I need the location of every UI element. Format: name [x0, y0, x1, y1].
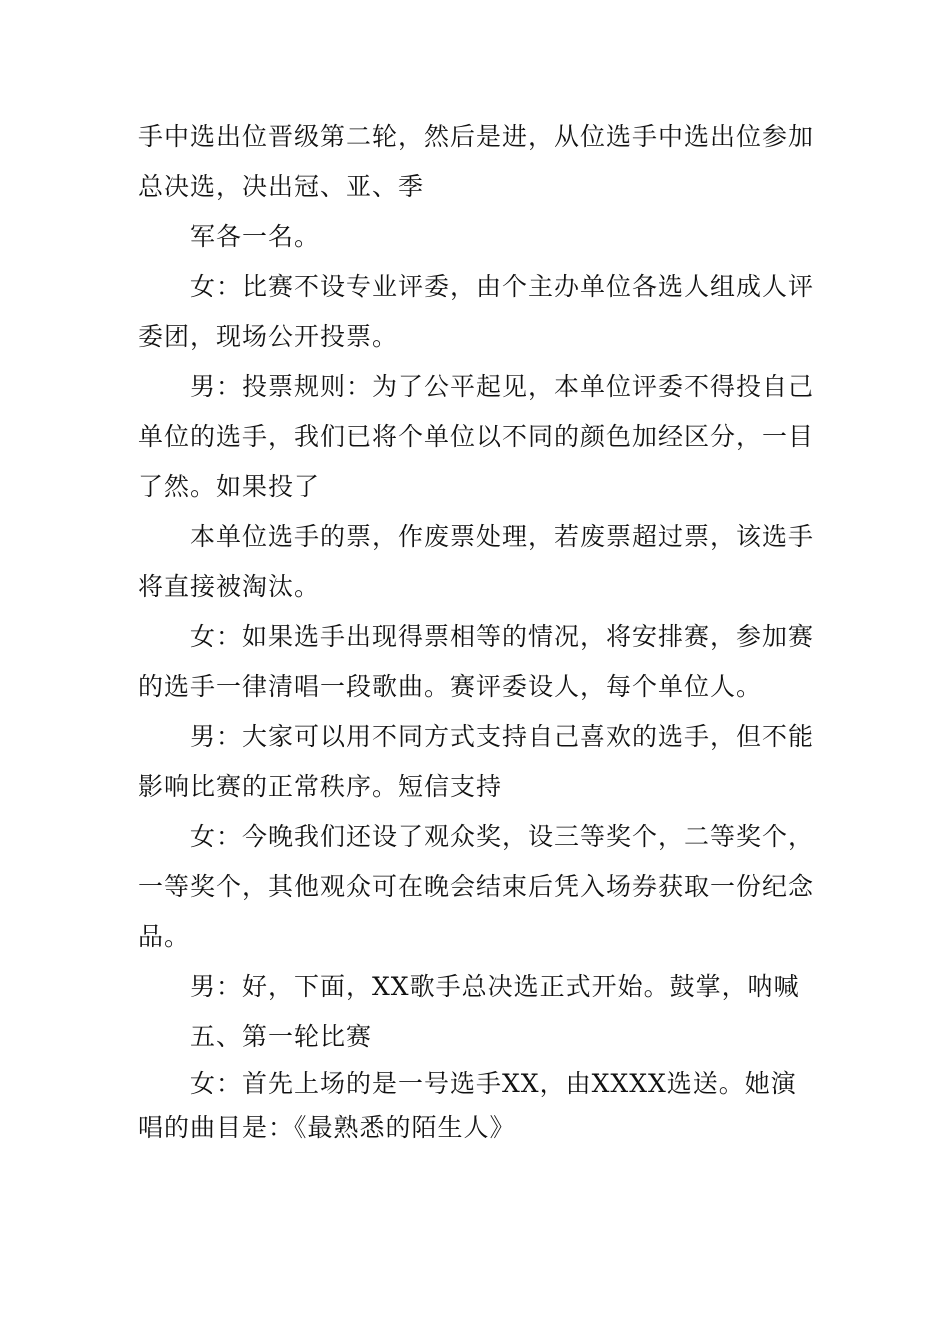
paragraph-8: 女：今晚我们还设了观众奖，设三等奖个，二等奖个，一等奖个，其他观众可在晚会结束后凭入场券获取一份纪念品。 — [138, 822, 815, 951]
section-heading: 五、第一轮比赛 — [190, 1022, 373, 1051]
paragraph-4: 男：投票规则：为了公平起见，本单位评委不得投自己单位的选手，我们已将个单位以不同的颜色加经区分，一目了然。如果投了 — [138, 372, 815, 501]
paragraph-1: 手中选出位晋级第二轮，然后是进，从位选手中选出位参加总决选，决出冠、亚、季 — [138, 122, 815, 201]
paragraph-3: 女：比赛不设专业评委，由个主办单位各选人组成人评委团，现场公开投票。 — [138, 272, 815, 351]
paragraph-6: 女：如果选手出现得票相等的情况，将安排赛，参加赛的选手一律清唱一段歌曲。赛评委设人，每个单位人。 — [138, 622, 815, 701]
paragraph-10: 女：首先上场的是一号选手XX，由XXXX选送。她演唱的曲目是：《最熟悉的陌生人》 — [138, 1069, 797, 1142]
paragraph-5: 本单位选手的票，作废票处理，若废票超过票，该选手将直接被淘汰。 — [138, 522, 815, 601]
paragraph-7: 男：大家可以用不同方式支持自己喜欢的选手，但不能影响比赛的正常秩序。短信支持 — [138, 722, 815, 801]
document-body — [138, 112, 818, 1150]
paragraph-2: 军各一名。 — [190, 222, 321, 251]
paragraph-9: 男：好，下面，XX歌手总决选正式开始。鼓掌，呐喊 — [190, 972, 800, 1001]
